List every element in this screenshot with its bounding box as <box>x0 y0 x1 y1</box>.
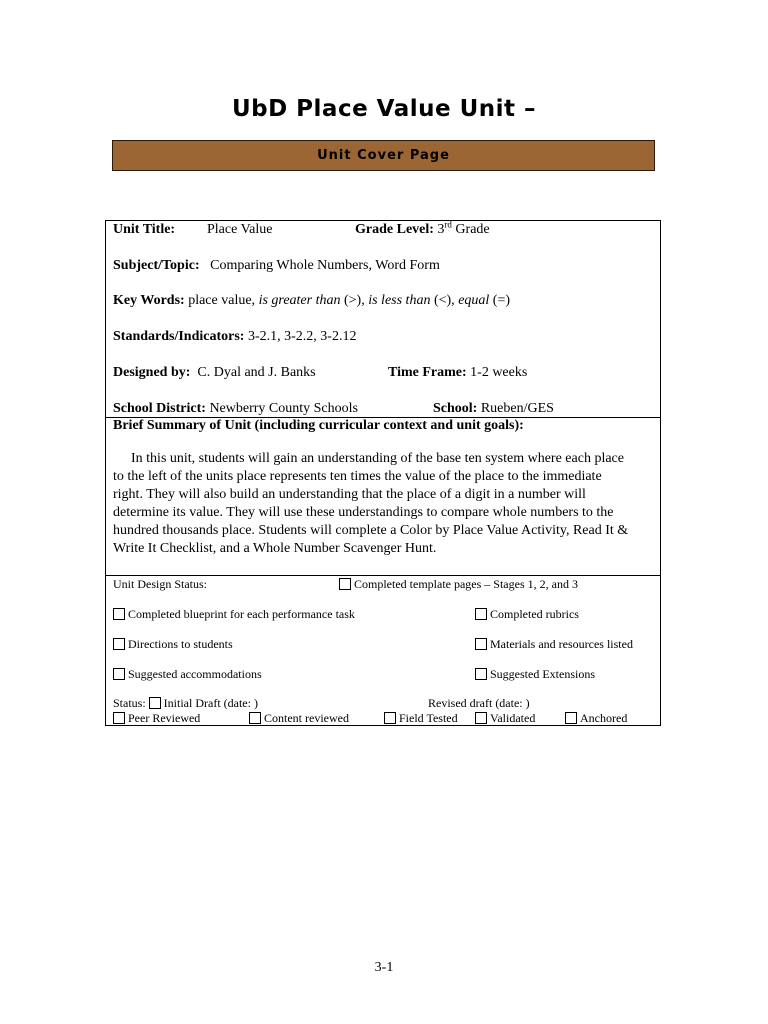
status-field <box>113 696 258 711</box>
keyword-equal: equal <box>458 293 490 308</box>
keywords-label: Key Words: <box>113 293 185 308</box>
keyword-less: is less than <box>368 293 431 308</box>
keyword-greater: is greater than <box>258 293 341 308</box>
page-number: 3-1 <box>374 960 394 975</box>
completed-template-checkbox[interactable] <box>339 578 351 590</box>
time-frame-value: 1-2 weeks <box>470 365 528 380</box>
subject-value: Comparing Whole Numbers, Word Form <box>210 258 440 273</box>
blueprint-item <box>113 607 355 622</box>
standards-value: 3-2.1, 3-2.2, 3-2.12 <box>247 329 357 344</box>
initial-draft-checkbox[interactable] <box>149 697 161 709</box>
validated-text: Validated <box>490 711 536 725</box>
cover-page-banner <box>112 140 655 171</box>
rubrics-text: Completed rubrics <box>490 607 579 621</box>
keywords-text-3: (<), <box>430 293 459 308</box>
blueprint-checkbox[interactable] <box>113 608 125 620</box>
cover-page-label: Unit Cover Page <box>317 148 450 163</box>
extensions-item <box>475 667 595 682</box>
design-status-label: Unit Design Status: <box>113 577 208 591</box>
blueprint-text: Completed blueprint for each performance task <box>128 607 355 621</box>
designed-by-value: C. Dyal and J. Banks <box>197 365 316 380</box>
district-label: School District: <box>113 401 206 416</box>
field-tested-checkbox[interactable] <box>384 712 396 724</box>
accommodations-checkbox[interactable] <box>113 668 125 680</box>
time-frame-field <box>388 365 527 381</box>
rubrics-checkbox[interactable] <box>475 608 487 620</box>
peer-reviewed-text: Peer Reviewed <box>128 711 201 725</box>
grade-level-field <box>355 219 490 238</box>
extensions-text: Suggested Extensions <box>490 667 595 681</box>
accommodations-item <box>113 667 262 682</box>
school-field <box>433 401 554 417</box>
materials-item <box>475 637 633 652</box>
initial-draft-text: Initial Draft (date: ) <box>163 696 258 710</box>
unit-title-row <box>113 222 175 238</box>
subject-row <box>113 258 440 274</box>
anchored-text: Anchored <box>580 711 628 725</box>
peer-reviewed-item <box>113 711 200 726</box>
materials-checkbox[interactable] <box>475 638 487 650</box>
content-reviewed-item <box>249 711 349 726</box>
grade-suffix: Grade <box>451 222 490 237</box>
summary-body: In this unit, students will gain an understanding of the base ten system where each place to the left of the units place represents ten times the value of the place to the immediate right. They will also build an understanding that the place of a digit in a number will determine its value. They will use these understandings to compare whole numbers to the hundred thousands place. Students will complete a Color by Place Value Activity, Read It & Write It Checklist, and a Whole Number Scavenger Hunt. <box>113 451 629 556</box>
anchored-checkbox[interactable] <box>565 712 577 724</box>
keywords-text-2: (>), <box>340 293 369 308</box>
completed-template-text: Completed template pages – Stages 1, 2, and 3 <box>354 577 578 591</box>
page-title: UbD Place Value Unit – <box>231 96 537 122</box>
anchored-item <box>565 711 627 726</box>
directions-checkbox[interactable] <box>113 638 125 650</box>
keywords-text-1: place value, <box>188 293 259 308</box>
rubrics-item <box>475 607 579 622</box>
content-reviewed-text: Content reviewed <box>264 711 349 725</box>
accommodations-text: Suggested accommodations <box>128 667 262 681</box>
grade-level-label: Grade Level: <box>355 222 434 237</box>
unit-title-value: Place Value <box>207 222 273 237</box>
grade-sup: rd <box>444 219 452 230</box>
peer-reviewed-checkbox[interactable] <box>113 712 125 724</box>
school-label: School: <box>433 401 478 416</box>
directions-text: Directions to students <box>128 637 233 651</box>
content-reviewed-checkbox[interactable] <box>249 712 261 724</box>
field-tested-text: Field Tested <box>399 711 458 725</box>
designed-by-row <box>113 365 316 381</box>
extensions-checkbox[interactable] <box>475 668 487 680</box>
designed-by-label: Designed by: <box>113 365 191 380</box>
subject-label: Subject/Topic: <box>113 258 200 273</box>
standards-row <box>113 329 356 345</box>
status-label: Status: <box>113 696 146 710</box>
validated-item <box>475 711 535 726</box>
keywords-row <box>113 293 510 309</box>
standards-label: Standards/Indicators: <box>113 329 245 344</box>
materials-text: Materials and resources listed <box>490 637 633 651</box>
summary-heading: Brief Summary of Unit (including curricular context and unit goals): <box>113 418 524 433</box>
grade-number: 3 <box>437 222 445 237</box>
revised-draft-text: Revised draft (date: ) <box>428 696 530 710</box>
district-row <box>113 401 358 417</box>
district-value: Newberry County Schools <box>209 401 358 416</box>
keywords-text-4: (=) <box>489 293 511 308</box>
unit-title-label: Unit Title: <box>113 222 176 237</box>
validated-checkbox[interactable] <box>475 712 487 724</box>
directions-item <box>113 637 233 652</box>
time-frame-label: Time Frame: <box>388 365 467 380</box>
unit-info-box <box>105 220 661 418</box>
field-tested-item <box>384 711 458 726</box>
school-value: Rueben/GES <box>480 401 554 416</box>
completed-template-item <box>339 577 578 592</box>
